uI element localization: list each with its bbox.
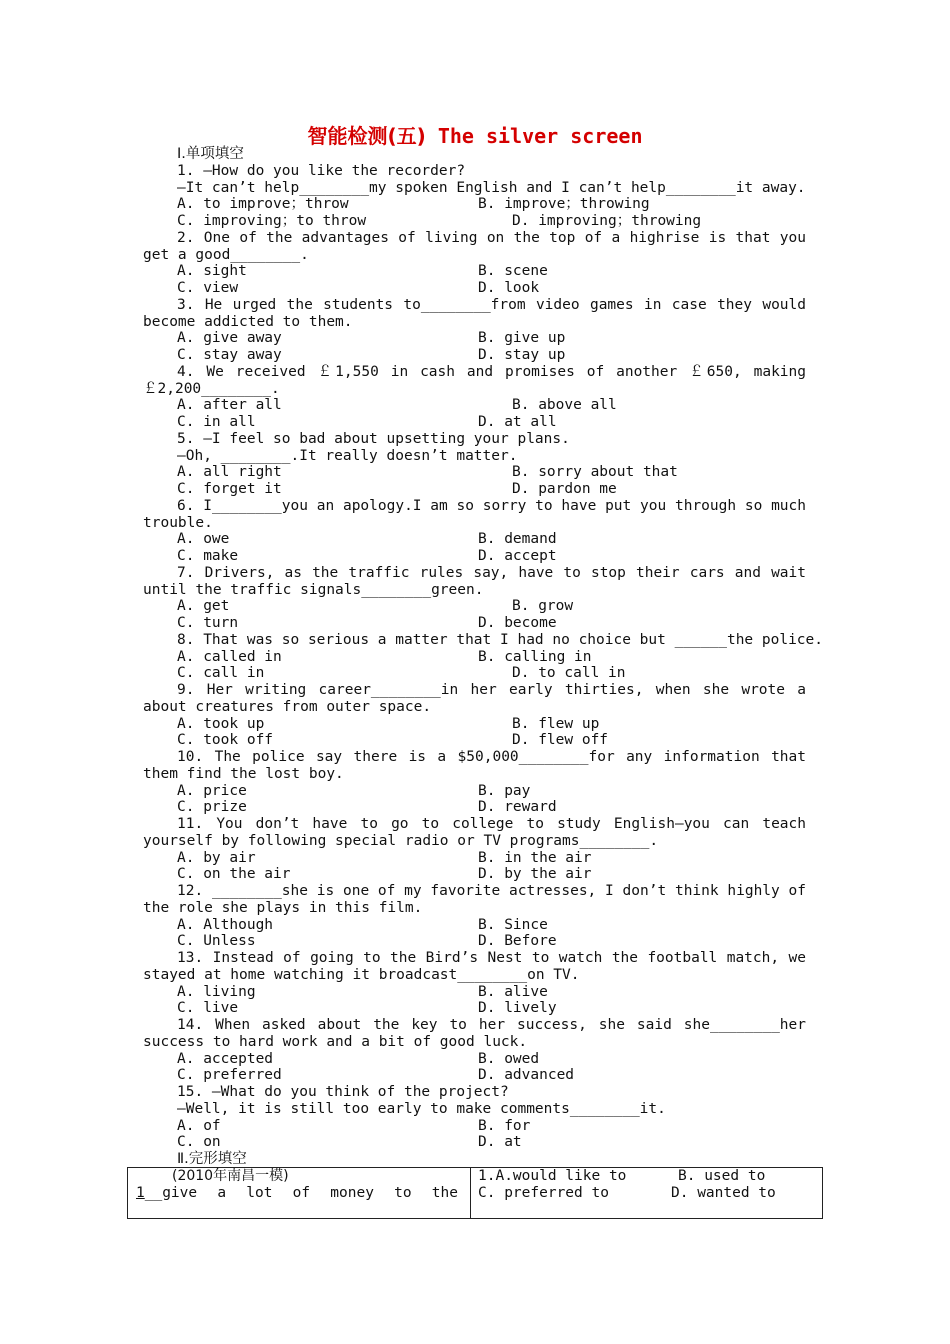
option-a: A. price	[177, 782, 247, 799]
word: to	[394, 1184, 412, 1201]
cloze-options-cell	[478, 1168, 818, 1218]
question-9-options-ab	[143, 716, 806, 733]
option-c: C. prize	[177, 799, 247, 816]
question-6-options-ab	[143, 531, 806, 548]
option-c: C. live	[177, 1000, 239, 1017]
question-5-stem: 5. —I feel so bad about upsetting your plans.	[177, 430, 570, 447]
option-d: D. by the air	[478, 866, 592, 883]
question-11-stem-2: yourself by following special radio or TV programs________.	[143, 832, 659, 849]
question-10-stem-2: them find the lost boy.	[143, 765, 344, 782]
question-15-stem-2: —Well, it is still too early to make comments________it.	[177, 1100, 666, 1117]
cloze-options-row-2	[478, 1185, 818, 1202]
option-c: C. took off	[177, 732, 274, 749]
option-a: A. all right	[177, 464, 282, 481]
question-2-options-cd	[143, 280, 806, 297]
option-d: D. reward	[478, 799, 557, 816]
option-a: A. called in	[177, 648, 282, 665]
exercise-content	[143, 146, 824, 1168]
option-d: D. stay up	[478, 347, 566, 363]
option-c: C. Unless	[177, 933, 256, 950]
word: money	[330, 1184, 374, 1201]
question-1-options-cd	[143, 213, 806, 230]
option-c: C. view	[177, 280, 239, 296]
option-c: C. call in	[177, 665, 265, 682]
question-11-stem: 11. You don’t have to go to college to study English—you can teach	[177, 816, 806, 832]
option-d: D. pardon me	[512, 481, 617, 497]
word: of	[292, 1184, 311, 1201]
option-c: C. stay away	[177, 347, 282, 363]
option-d: D. advanced	[478, 1067, 575, 1084]
option-b: B. for	[478, 1117, 531, 1134]
cloze-source: (2010年南昌一模)	[172, 1168, 289, 1184]
option-a: A. after all	[177, 397, 282, 414]
option-a: A. owe	[177, 531, 230, 548]
section-heading-2: Ⅱ.完形填空	[177, 1151, 247, 1167]
option-b: B. grow	[512, 598, 574, 615]
option-d: D. become	[478, 615, 557, 631]
question-1-options-ab	[143, 196, 806, 213]
question-3-options-cd	[143, 347, 806, 364]
question-12-stem-2: the role she plays in this film.	[143, 899, 423, 916]
question-14-options-ab	[143, 1051, 806, 1068]
question-6-stem-2: trouble.	[143, 514, 213, 531]
word: a	[217, 1184, 227, 1201]
question-9-stem-2: about creatures from outer space.	[143, 698, 432, 715]
option-c: C. improving；to throw	[177, 213, 367, 229]
option-a: A. to improve；throw	[177, 196, 349, 213]
cloze-passage-cell	[128, 1168, 471, 1218]
question-2-options-ab	[143, 263, 806, 280]
question-14-stem: 14. When asked about the key to her success, she said she________her	[177, 1017, 806, 1033]
question-3-options-ab	[143, 330, 806, 347]
question-2-stem: 2. One of the advantages of living on the top of a highrise is that you	[177, 229, 806, 246]
option-a: A. by air	[177, 849, 256, 866]
question-4-options-ab	[143, 397, 806, 414]
question-9-stem: 9. Her writing career________in her early thirties, when she wrote a	[177, 682, 806, 698]
question-1-stem-2: —It can’t help________my spoken English and I can’t help________it away.	[177, 179, 806, 196]
question-8-options-cd	[143, 665, 806, 682]
option-a: A. give away	[177, 330, 282, 347]
option-b: B. improve；throwing	[478, 196, 650, 213]
cloze-first-line: 1__give a lot of money to the	[136, 1184, 458, 1201]
option-a: A. living	[177, 983, 256, 1000]
option-c: C. on	[177, 1134, 221, 1151]
option-d: D. flew off	[512, 732, 609, 749]
option-d: D. at	[478, 1134, 522, 1151]
question-13-options-cd	[143, 1000, 806, 1017]
question-5-stem-2: —Oh, ________.It really doesn’t matter.	[177, 447, 518, 464]
title-chinese: 智能检测(五)	[307, 124, 426, 148]
option-b: B. pay	[478, 782, 531, 799]
question-11-options-cd	[143, 866, 806, 883]
option-c: C. preferred to	[478, 1184, 609, 1201]
option-b: B. in the air	[478, 849, 592, 866]
question-12-options-cd	[143, 933, 806, 950]
question-4-stem: 4. We received ￡1,550 in cash and promises of another ￡650, making	[177, 363, 806, 380]
option-b: B. sorry about that	[512, 464, 678, 481]
question-15-options-ab	[143, 1118, 806, 1135]
question-13-options-ab	[143, 984, 806, 1001]
question-1-stem: 1. —How do you like the recorder?	[177, 162, 466, 179]
question-7-stem-2: until the traffic signals________green.	[143, 581, 484, 598]
option-a: A. took up	[177, 715, 265, 732]
question-4-stem-2: ￡2,200________.	[143, 380, 280, 397]
option-a: A. sight	[177, 263, 247, 280]
question-10-options-ab	[143, 783, 806, 800]
word: give	[162, 1184, 198, 1201]
option-a: A. of	[177, 1117, 221, 1134]
option-a: A. get	[177, 598, 230, 615]
question-4-options-cd	[143, 414, 806, 431]
question-12-options-ab	[143, 917, 806, 934]
option-d: D. wanted to	[671, 1184, 776, 1201]
option-c: C. preferred	[177, 1067, 282, 1084]
word: lot	[246, 1184, 273, 1201]
question-7-stem: 7. Drivers, as the traffic rules say, have to stop their cars and wait	[177, 564, 806, 581]
option-b: B. demand	[478, 531, 557, 548]
option-b: B. Since	[478, 916, 548, 933]
question-7-options-cd	[143, 615, 806, 632]
option-b: B. owed	[478, 1050, 540, 1067]
option-c: C. turn	[177, 615, 239, 631]
option-b: B. above all	[512, 397, 617, 414]
option-d: D. look	[478, 280, 540, 296]
blank-number: 1	[136, 1184, 145, 1201]
cloze-table	[127, 1167, 823, 1219]
option-a: 1.A.would like to	[478, 1168, 627, 1184]
option-d: D. improving；throwing	[512, 213, 702, 229]
question-6-options-cd	[143, 548, 806, 565]
option-a: A. accepted	[177, 1050, 274, 1067]
option-c: C. on the air	[177, 866, 291, 883]
question-5-options-cd	[143, 481, 806, 498]
question-2-stem-2: get a good________.	[143, 246, 309, 263]
option-b: B. give up	[478, 330, 566, 347]
question-9-options-cd	[143, 732, 806, 749]
question-14-options-cd	[143, 1067, 806, 1084]
option-d: D. at all	[478, 414, 557, 430]
question-8-stem: 8. That was so serious a matter that I had no choice but ______the police.	[177, 631, 824, 648]
option-b: B. alive	[478, 983, 548, 1000]
question-3-stem-2: become addicted to them.	[143, 313, 353, 330]
option-d: D. accept	[478, 548, 557, 564]
option-b: B. calling in	[478, 648, 592, 665]
option-a: A. Although	[177, 916, 274, 933]
question-3-stem: 3. He urged the students to________from video games in case they would	[177, 296, 806, 313]
question-7-options-ab	[143, 598, 806, 615]
cloze-options-row-1	[478, 1168, 818, 1185]
option-b: B. used to	[678, 1168, 766, 1184]
question-10-options-cd	[143, 799, 806, 816]
option-b: B. scene	[478, 263, 548, 280]
option-c: C. forget it	[177, 481, 282, 497]
question-12-stem: 12. ________she is one of my favorite actresses, I don’t think highly of	[177, 883, 806, 899]
question-5-options-ab	[143, 464, 806, 481]
option-c: C. in all	[177, 414, 256, 430]
option-b: B. flew up	[512, 715, 600, 732]
option-d: D. lively	[478, 1000, 557, 1017]
word: the	[431, 1184, 458, 1201]
question-6-stem: 6. I________you an apology.I am so sorry to have put you through so much	[177, 497, 806, 514]
question-15-options-cd	[143, 1134, 806, 1151]
question-15-stem: 15. —What do you think of the project?	[177, 1084, 509, 1100]
question-13-stem: 13. Instead of going to the Bird’s Nest to watch the football match, we	[177, 950, 806, 966]
question-8-options-ab	[143, 649, 806, 666]
question-13-stem-2: stayed at home watching it broadcast________on TV.	[143, 966, 580, 983]
option-d: D. to call in	[512, 665, 626, 682]
section-heading-1: Ⅰ.单项填空	[177, 146, 244, 162]
question-10-stem: 10. The police say there is a $50,000________for any information that	[177, 749, 806, 765]
question-11-options-ab	[143, 850, 806, 867]
option-c: C. make	[177, 548, 239, 564]
question-14-stem-2: success to hard work and a bit of good luck.	[143, 1033, 528, 1050]
option-d: D. Before	[478, 933, 557, 950]
title-english: The silver screen	[437, 124, 643, 148]
